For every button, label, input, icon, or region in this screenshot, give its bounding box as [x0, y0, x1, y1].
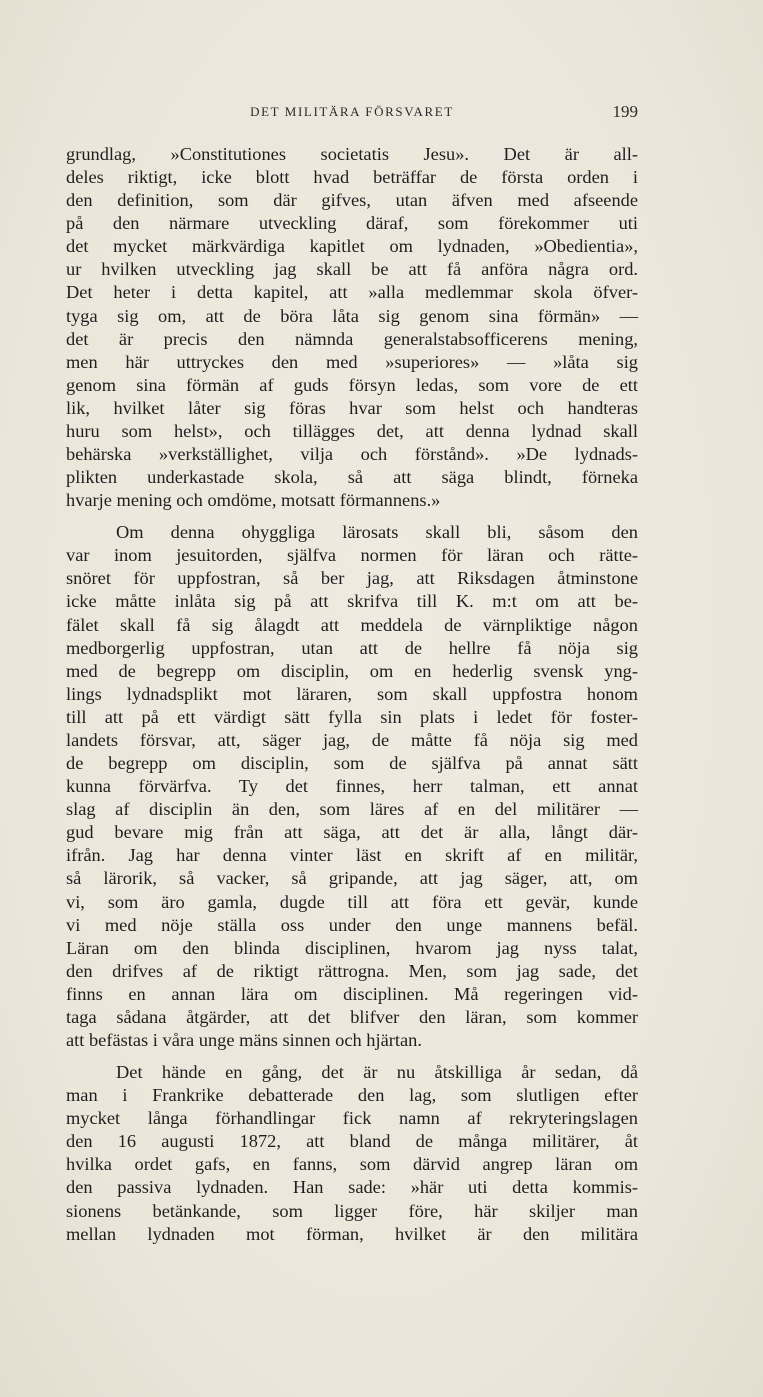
text-line: sionens betänkande, som ligger före, här skiljer man: [66, 1200, 638, 1221]
text-line: huru som helst», och tillägges det, att denna lydnad skall: [66, 420, 638, 441]
text-line: vi med nöje ställa oss under den unge mannens befäl.: [66, 914, 638, 935]
text-line: den drifves af de riktigt rättrogna. Men, som jag sade, det: [66, 960, 638, 981]
text-line: finns en annan lära om disciplinen. Må regeringen vid-: [66, 983, 638, 1004]
text-line: den definition, som där gifves, utan äfven med afseende: [66, 190, 638, 211]
text-line: ur hvilken utveckling jag skall be att få anföra några ord.: [66, 259, 638, 280]
text-line: hvilka ordet gafs, en fanns, som därvid angrep läran om: [66, 1154, 638, 1175]
text-line: taga sådana åtgärder, att det blifver den läran, som kommer: [66, 1006, 638, 1027]
text-line: genom sina förmän af guds försyn ledas, som vore de ett: [66, 374, 638, 395]
text-line: tyga sig om, att de böra låta sig genom sina förmän» —: [66, 305, 638, 326]
text-line: den 16 augusti 1872, att bland de många militärer, åt: [66, 1131, 638, 1152]
text-line: snöret för uppfostran, så ber jag, att Riksdagen åtminstone: [66, 568, 638, 589]
text-line: Det heter i detta kapitel, att »alla medlemmar skola öfver-: [66, 282, 638, 303]
paragraph: [66, 143, 638, 512]
text-line: medborgerlig uppfostran, utan att de hellre få nöja sig: [66, 637, 638, 658]
text-line: på den närmare utveckling däraf, som förekommer uti: [66, 213, 638, 234]
text-line: plikten underkastade skola, så att säga blindt, förneka: [66, 467, 638, 488]
text-line: deles riktigt, icke blott hvad beträffar de första orden i: [66, 167, 638, 188]
text-line: mellan lydnaden mot förman, hvilket är den militära: [66, 1223, 638, 1244]
text-line: så lärorik, så vacker, så gripande, att jag säger, att, om: [66, 868, 638, 889]
text-line: lings lydnadsplikt mot läraren, som skall uppfostra honom: [66, 683, 638, 704]
text-line: Det hände en gång, det är nu åtskilliga år sedan, då: [116, 1062, 638, 1083]
body-text: [66, 143, 638, 1246]
text-line: det mycket märkvärdiga kapitlet om lydnaden, »Obedientia»,: [66, 236, 638, 257]
running-title: DET MILITÄRA FÖRSVARET: [250, 104, 454, 119]
text-line: grundlag, »Constitutiones societatis Jesu». Det är all-: [66, 144, 638, 164]
text-line: fälet skall få sig ålagdt att meddela de värnpliktige någon: [66, 614, 638, 635]
text-line: mycket långa förhandlingar fick namn af rekryteringslagen: [66, 1108, 638, 1129]
paragraph: [66, 521, 638, 1052]
text-line: icke måtte inlåta sig på att skrifva till K. m:t om att be-: [66, 591, 638, 612]
text-line: behärska »verkställighet, vilja och förstånd». »De lydnads-: [66, 444, 638, 465]
paragraph: [66, 1061, 638, 1246]
text-line: kunna förvärfva. Ty det finnes, herr talman, ett annat: [66, 776, 638, 797]
text-line: man i Frankrike debatterade den lag, som slutligen efter: [66, 1085, 638, 1106]
text-line: lik, hvilket låter sig föras hvar som helst och handteras: [66, 397, 638, 418]
page-number: 199: [612, 102, 638, 121]
text-line: med de begrepp om disciplin, om en hederlig svensk yng-: [66, 660, 638, 681]
text-line: hvarje mening och omdöme, motsatt förmannens.»: [66, 490, 441, 511]
text-line: den passiva lydnaden. Han sade: »här uti detta kommis-: [66, 1177, 638, 1198]
text-line: till att på ett värdigt sätt fylla sin plats i ledet för foster-: [66, 706, 638, 727]
text-line: slag af disciplin än den, som läres af en del militärer —: [66, 799, 638, 820]
text-line: men här uttryckes den med »superiores» — »låta sig: [66, 351, 638, 372]
text-line: det är precis den nämnda generalstabsofficerens mening,: [66, 328, 638, 349]
text-line: Om denna ohyggliga lärosats skall bli, såsom den: [116, 522, 638, 543]
text-line: ifrån. Jag har denna vinter läst en skrift af en militär,: [66, 845, 638, 866]
text-line: att befästas i våra unge mäns sinnen och hjärtan.: [66, 1029, 422, 1050]
text-line: var inom jesuitorden, själfva normen för läran och rätte-: [66, 545, 638, 566]
text-line: gud bevare mig från att säga, att det är alla, långt där-: [66, 822, 638, 843]
text-line: vi, som äro gamla, dugde till att föra ett gevär, kunde: [66, 891, 638, 912]
text-line: Läran om den blinda disciplinen, hvarom jag nyss talat,: [66, 937, 638, 958]
text-line: landets försvar, att, säger jag, de måtte få nöja sig med: [66, 729, 638, 750]
text-line: de begrepp om disciplin, som de själfva på annat sätt: [66, 753, 638, 774]
running-head: [66, 104, 638, 126]
